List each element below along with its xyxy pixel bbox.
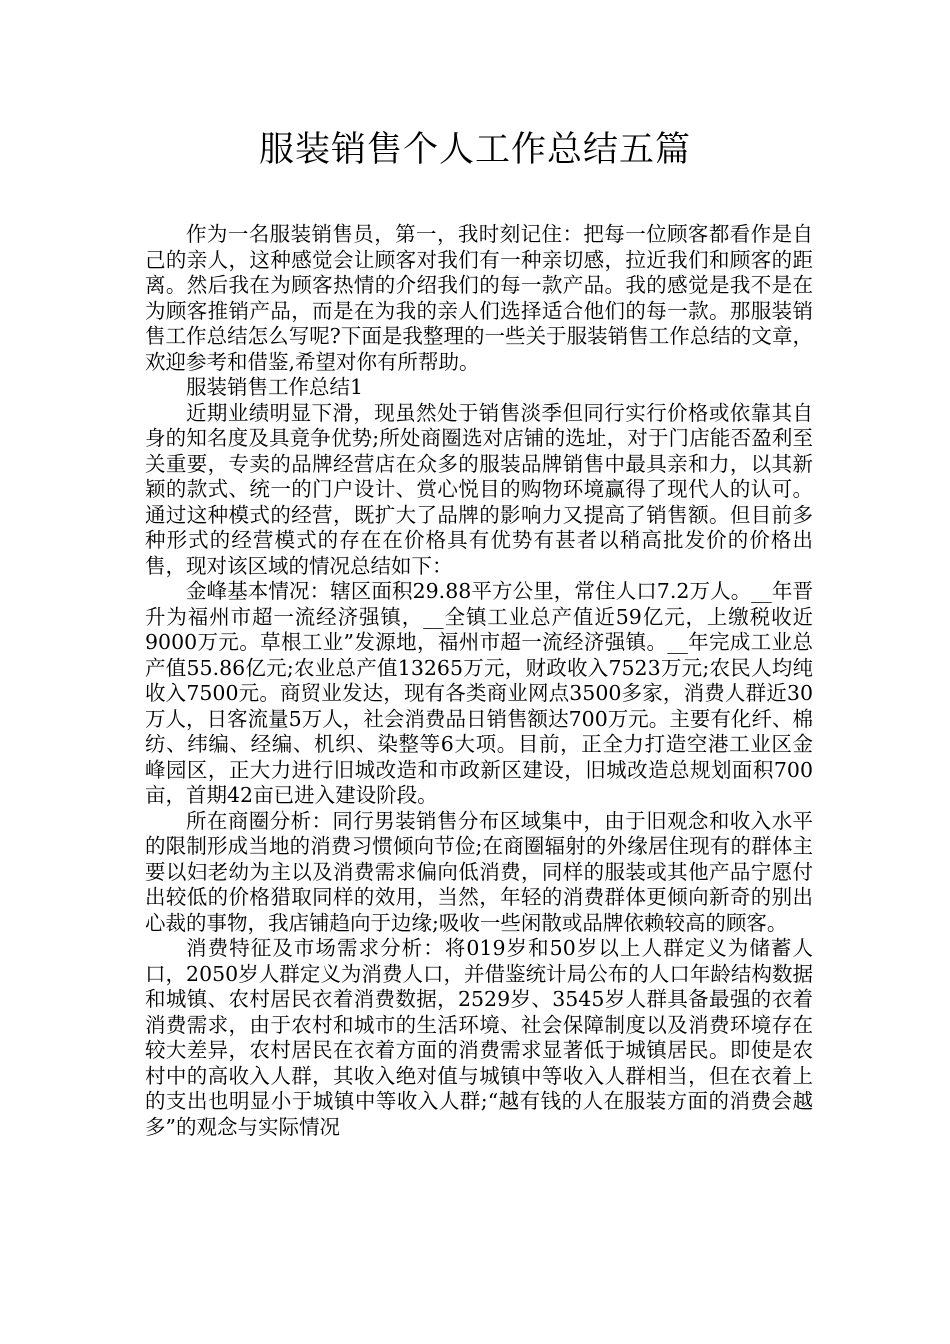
paragraph-jinfeng-overview: 金峰基本情况：辖区面积29.88平方公里，常住人口7.2万人。__年晋升为福州市超一流经济强镇，__全镇工业总产值近59亿元，上缴税收近9000万元。草根工业”发源地，福州市超一流经济强镇。__年完成工业总产值55.86亿元;农业总产值13265万元，财政收入7523万元;农民人均纯收入7500元。商贸业发达，现有各类商业网点3500多家，消费人群近30万人，日客流量5万人，社会消费品日销售额达700万元。主要有化纤、棉纺、纬编、经编、机织、染整等6大项。目前，正全力打造空港工业区金峰园区，正大力进行旧城改造和市政新区建设，旧城改造总规划面积700亩，首期42亩已进入建设阶段。 <box>145 579 813 807</box>
paragraph-performance: 近期业绩明显下滑，现虽然处于销售淡季但同行实行价格或依靠其自身的知名度及具竟争优势;所处商圈选对店铺的选址，对于门店能否盈利至关重要，专卖的品牌经营店在众多的服装品牌销售中最具亲和力，以其新颖的款式、统一的门户设计、赏心悦目的购物环境赢得了现代人的认可。通过这种模式的经营，既扩大了品牌的影响力又提高了销售额。但目前多种形式的经营模式的存在在价格具有优势有甚者以稍高批发价的价格出售，现对该区域的情况总结如下： <box>145 400 813 578</box>
document-body <box>145 222 813 1140</box>
paragraph-intro: 作为一名服装销售员，第一，我时刻记住：把每一位顾客都看作是自己的亲人，这种感觉会让顾客对我们有一种亲切感，拉近我们和顾客的距离。然后我在为顾客热情的介绍我们的每一款产品。我的感觉是我不是在为顾客推销产品，而是在为我的亲人们选择适合他们的每一款。那服装销售工作总结怎么写呢?下面是我整理的一些关于服装销售工作总结的文章，欢迎参考和借鉴,希望对你有所帮助。 <box>145 222 813 374</box>
paragraph-trade-area: 所在商圈分析：同行男装销售分布区域集中，由于旧观念和收入水平的限制形成当地的消费习惯倾向节俭;在商圈辐射的外缘居住现有的群体主要以妇老幼为主以及消费需求偏向低消费，同样的服装或其他产品宁愿付出较低的价格猎取同样的效用，当然，年轻的消费群体更倾向新奇的别出心裁的事物，我店铺趋向于边缘;吸收一些闲散或品牌依赖较高的顾客。 <box>145 808 813 935</box>
document-title: 服装销售个人工作总结五篇 <box>258 130 691 170</box>
section-heading: 服装销售工作总结1 <box>186 375 364 399</box>
paragraph-consumer-analysis: 消费特征及市场需求分析：将019岁和50岁以上人群定义为储蓄人口，2050岁人群定义为消费人口，并借鉴统计局公布的人口年龄结构数据和城镇、农村居民衣着消费数据，2529岁、3545岁人群具备最强的衣着消费需求，由于农村和城市的生活环境、社会保障制度以及消费环境存在较大差异，农村居民在衣着方面的消费需求显著低于城镇居民。即使是农村中的高收入人群，其收入绝对值与城镇中等收入人群相当，但在衣着上的支出也明显小于城镇中等收入人群;“越有钱的人在服装方面的消费会越多”的观念与实际情况 <box>145 936 813 1139</box>
